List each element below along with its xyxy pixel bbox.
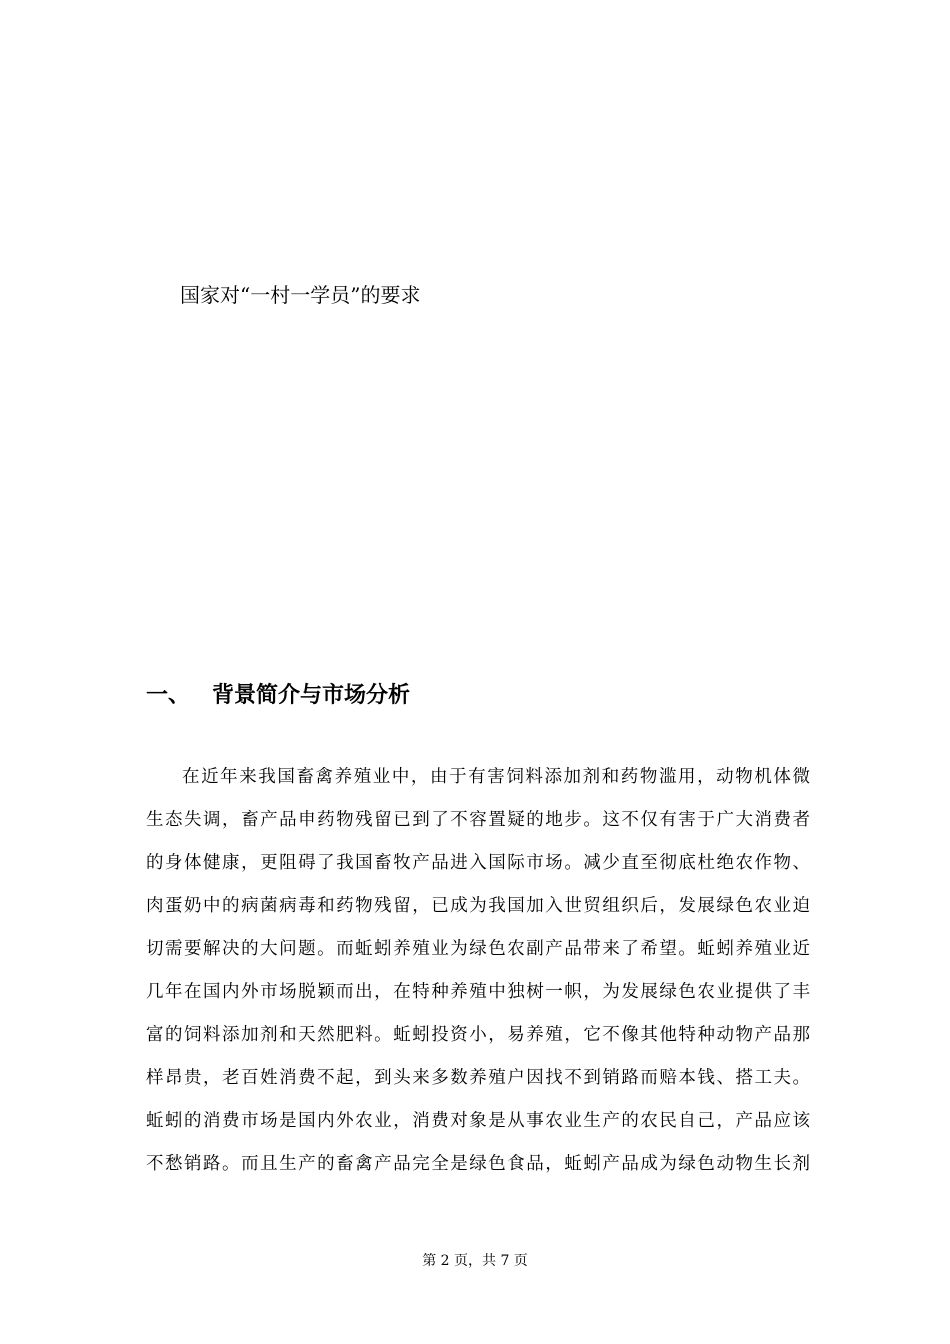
body-line: 蚯蚓的消费市场是国内外农业，消费对象是从事农业生产的农民自己，产品应该: [146, 1111, 810, 1131]
section-title: 背景简介与市场分析: [212, 683, 411, 708]
body-line: 几年在国内外市场脱颖而出，在特种养殖中独树一帜，为发展绿色农业提供了丰: [146, 982, 810, 1002]
subheading: 国家对“一村一学员”的要求: [180, 283, 421, 307]
page-footer: 第 2 页，共 7 页: [422, 1253, 528, 1269]
body-line: 富的饲料添加剂和天然肥料。蚯蚓投资小，易养殖，它不像其他特种动物产品那: [146, 1025, 810, 1045]
body-line: 肉蛋奶中的病菌病毒和药物残留，已成为我国加入世贸组织后，发展绿色农业迫: [146, 896, 810, 916]
section-number: 一、: [146, 683, 191, 708]
body-line: 不愁销路。而且生产的畜禽产品完全是绿色食品，蚯蚓产品成为绿色动物生长剂: [146, 1154, 810, 1174]
body-line: 切需要解决的大问题。而蚯蚓养殖业为绿色农副产品带来了希望。蚯蚓养殖业近: [146, 939, 810, 959]
body-line: 样昂贵，老百姓消费不起，到头来多数养殖户因找不到销路而赔本钱、搭工夫。: [146, 1068, 810, 1088]
section-heading: [146, 678, 410, 709]
body-line: 生态失调，畜产品申药物残留已到了不容置疑的地步。这不仅有害于广大消费者: [146, 810, 810, 830]
body-line: 在近年来我国畜禽养殖业中，由于有害饲料添加剂和药物滥用，动物机体微: [182, 767, 810, 787]
body-line: 的身体健康，更阻碍了我国畜牧产品进入国际市场。减少直至彻底杜绝农作物、: [146, 853, 810, 873]
